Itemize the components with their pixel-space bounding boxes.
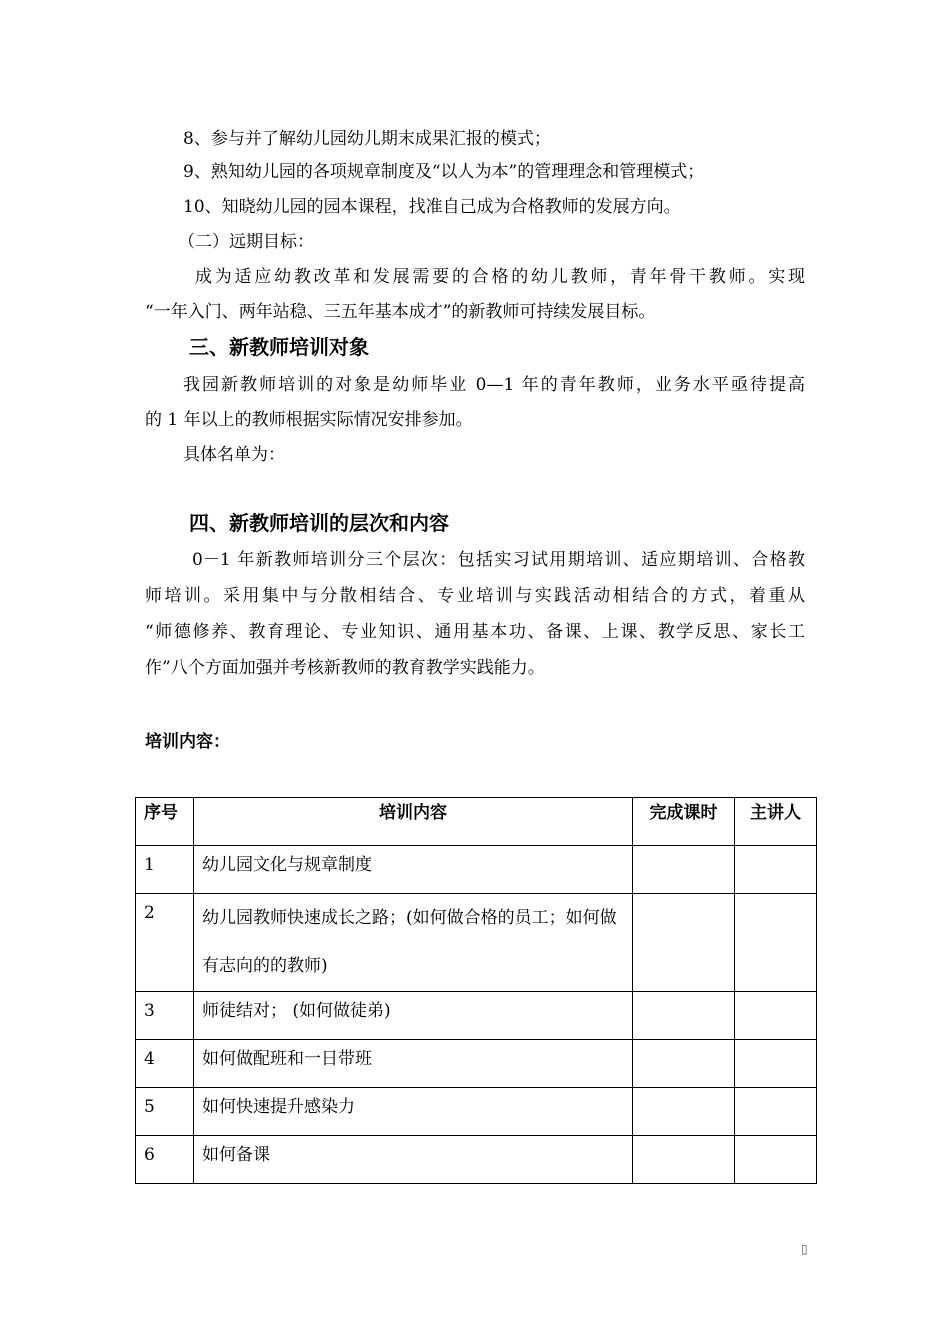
row-speaker [735,1136,817,1184]
header-hours: 完成课时 [633,798,735,846]
row-content: 幼儿园教师快速成长之路；(如何做合格的员工；如何做有志向的的教师) [194,894,633,992]
row-content: 如何快速提升感染力 [194,1088,633,1136]
section-3-line-2: 的 1 年以上的教师根据实际情况安排参加。 [145,410,473,430]
table-row [136,992,817,1040]
table-header-row [136,798,817,846]
header-seq: 序号 [136,798,194,846]
row-speaker [735,1040,817,1088]
page-number-mark: ▯ [801,1242,808,1256]
longterm-goal-heading: （二）远期目标： [178,232,314,252]
row-hours [633,846,735,894]
section-4-line-3: “师德修养、教育理论、专业知识、通用基本功、备课、上课、教学反思、家长工 [145,622,805,642]
section-4-line-2: 师培训。采用集中与分散相结合、专业培训与实践活动相结合的方式，着重从 [145,586,805,606]
section-3-line-1: 我园新教师培训的对象是幼师毕业 0—1 年的青年教师，业务水平亟待提高 [183,375,805,395]
row-content: 如何做配班和一日带班 [194,1040,633,1088]
section-4-heading: 四、新教师培训的层次和内容 [189,511,449,535]
longterm-goal-line-1: 成为适应幼教改革和发展需要的合格的幼儿教师，青年骨干教师。实现 [195,267,805,287]
row-hours [633,1136,735,1184]
row-speaker [735,846,817,894]
row-number: 1 [136,846,194,894]
row-number: 3 [136,992,194,1040]
row-number: 4 [136,1040,194,1088]
row-speaker [735,992,817,1040]
training-content-label: 培训内容： [145,732,230,752]
table-row [136,1136,817,1184]
row-content: 师徒结对； (如何做徒弟) [194,992,633,1040]
longterm-goal-line-2: “一年入门、两年站稳、三五年基本成才”的新教师可持续发展目标。 [145,302,656,322]
table-row [136,846,817,894]
row-hours [633,894,735,992]
paragraph-item-10: 10、知晓幼儿园的园本课程，找准自己成为合格教师的发展方向。 [183,197,681,217]
row-content: 幼儿园文化与规章制度 [194,846,633,894]
section-4-line-4: 作”八个方面加强并考核新教师的教育教学实践能力。 [145,658,545,678]
row-hours [633,1040,735,1088]
table-row [136,1040,817,1088]
row-speaker [735,894,817,992]
row-content: 如何备课 [194,1136,633,1184]
row-hours [633,1088,735,1136]
table-row [136,1088,817,1136]
row-speaker [735,1088,817,1136]
row-number: 6 [136,1136,194,1184]
header-speaker: 主讲人 [735,798,817,846]
paragraph-item-9: 9、熟知幼儿园的各项规章制度及“以人为本”的管理理念和管理模式； [183,162,705,182]
row-hours [633,992,735,1040]
table-row [136,894,817,992]
row-number: 2 [136,894,194,992]
row-number: 5 [136,1088,194,1136]
section-4-line-1: 0－1 年新教师培训分三个层次：包括实习试用期培训、适应期培训、合格教 [192,550,805,570]
training-table [135,797,817,1184]
header-content: 培训内容 [194,798,633,846]
paragraph-item-8: 8、参与并了解幼儿园幼儿期末成果汇报的模式； [183,129,551,149]
name-list-label: 具体名单为： [183,445,285,465]
section-3-heading: 三、新教师培训对象 [189,335,369,359]
